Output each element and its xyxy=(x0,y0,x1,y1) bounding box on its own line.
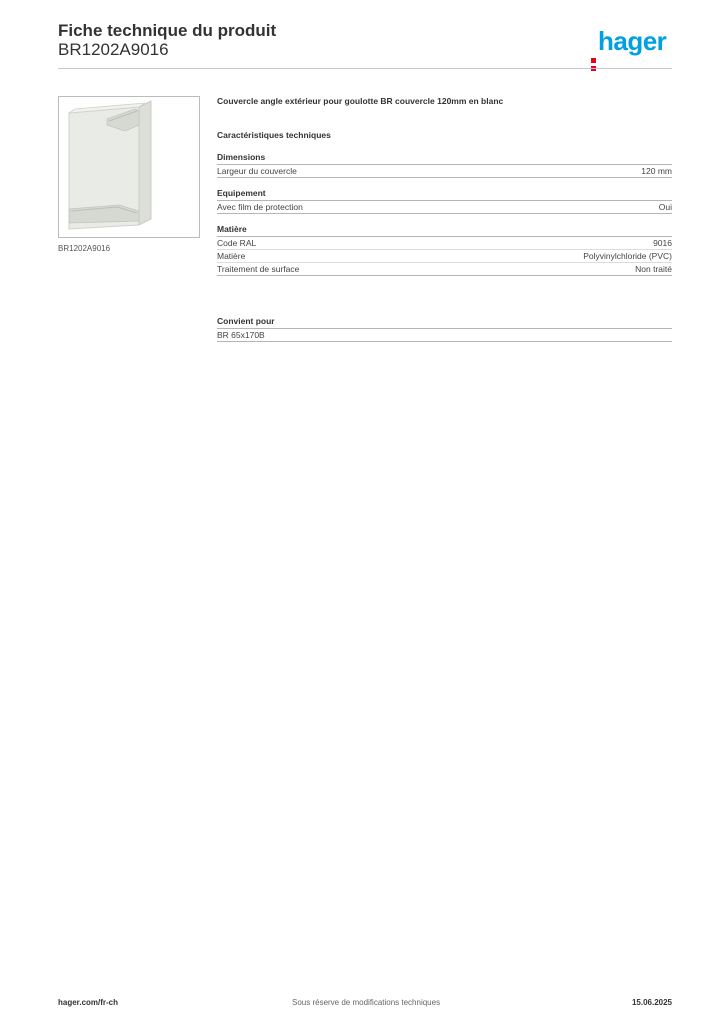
footer-date: 15.06.2025 xyxy=(631,998,672,1007)
group-matiere xyxy=(217,224,672,276)
header-divider xyxy=(58,68,672,69)
group-dimensions xyxy=(217,152,672,178)
section-title: Caractéristiques techniques xyxy=(217,130,331,140)
spec-label: Largeur du couvercle xyxy=(217,166,297,176)
product-reference: BR1202A9016 xyxy=(58,40,169,59)
spec-row xyxy=(217,201,672,214)
compatible-product: BR 65x170B xyxy=(217,330,265,340)
spec-label: Matière xyxy=(217,251,246,261)
spec-value: 120 mm xyxy=(641,166,672,176)
spec-content xyxy=(217,96,672,342)
page-title: Fiche technique du produit xyxy=(58,21,277,40)
footer-website-link[interactable]: hager.com/fr-ch xyxy=(58,998,119,1007)
spec-label: Code RAL xyxy=(217,238,257,248)
footer-disclaimer: Sous réserve de modifications techniques xyxy=(292,998,441,1007)
spec-value: 9016 xyxy=(653,238,672,248)
spec-row xyxy=(217,250,672,263)
spec-value: Non traité xyxy=(635,264,672,274)
image-caption: BR1202A9016 xyxy=(58,244,111,253)
group-convient-pour xyxy=(217,316,672,342)
spec-label: Traitement de surface xyxy=(217,264,300,274)
spec-label: Avec film de protection xyxy=(217,202,303,212)
hager-logo[interactable] xyxy=(591,28,666,54)
spec-value: Polyvinylchloride (PVC) xyxy=(583,251,672,261)
spec-value: Oui xyxy=(658,202,672,212)
product-image xyxy=(58,96,200,238)
spec-row xyxy=(217,165,672,178)
group-equipement xyxy=(217,188,672,214)
group-heading: Convient pour xyxy=(217,316,672,329)
spec-row xyxy=(217,237,672,250)
spec-row xyxy=(217,329,672,342)
group-heading: Dimensions xyxy=(217,152,672,165)
product-description: Couvercle angle extérieur pour goulotte BR couvercle 120mm en blanc xyxy=(217,96,504,106)
logo-text: hager xyxy=(598,26,667,56)
cover-corner-illustration xyxy=(59,97,199,237)
spec-row xyxy=(217,263,672,276)
group-heading: Matière xyxy=(217,224,672,237)
group-heading: Equipement xyxy=(217,188,672,201)
